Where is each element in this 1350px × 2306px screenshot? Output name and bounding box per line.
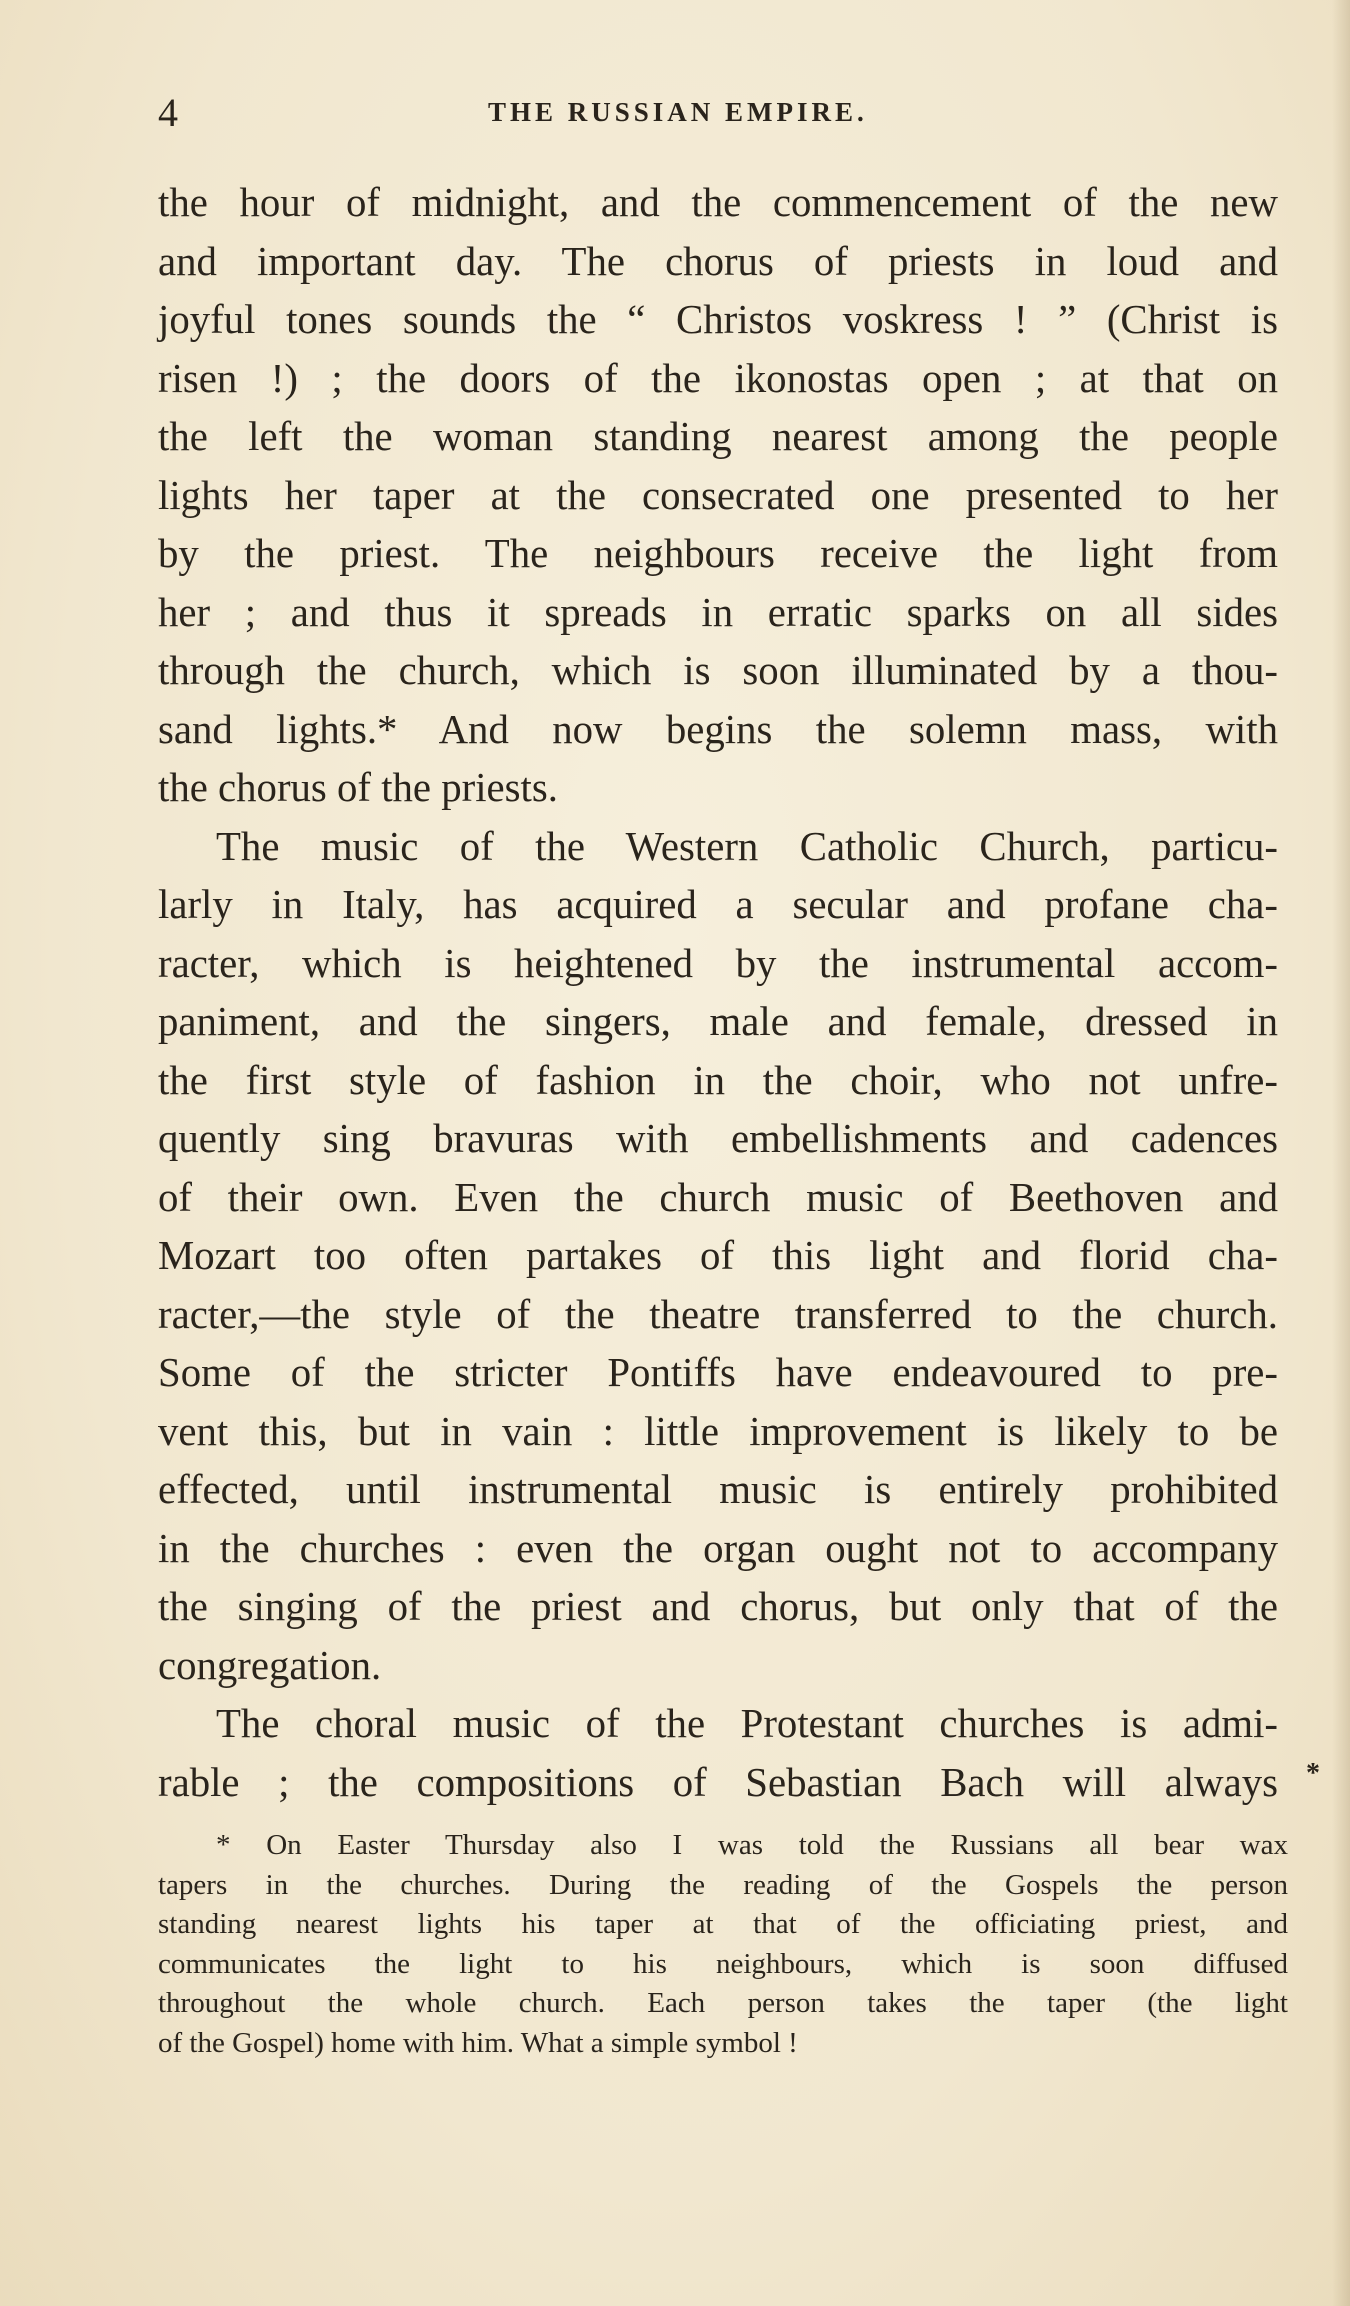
text-line: congregation. (158, 1642, 382, 1688)
paragraph-start-line: The music of the Western Catholic Church, particu- (216, 823, 1278, 869)
text-line: the chorus of the priests. (158, 765, 558, 810)
text-line: effected, until instrumental music is entirely prohibited (158, 1467, 1278, 1512)
text-line: vent this, but in vain : little improvement is likely to be (158, 1408, 1278, 1454)
text-line: Mozart too often partakes of this light and florid cha- (158, 1233, 1278, 1278)
footnote-line: tapers in the churches. During the reading of the Gospels the person (158, 1868, 1288, 1901)
text-line: racter,—the style of the theatre transferred to the church. (158, 1291, 1278, 1337)
paragraph-start-line: The choral music of the Protestant churches is admi- (216, 1701, 1278, 1746)
text-line: the first style of fashion in the choir, who not unfre- (158, 1057, 1278, 1103)
text-line: by the priest. The neighbours receive the light from (158, 531, 1278, 576)
text-line: and important day. The chorus of priests in loud and (158, 238, 1278, 284)
text-line: through the church, which is soon illuminated by a thou- (158, 648, 1278, 693)
text-line: lights her taper at the consecrated one presented to her (158, 472, 1278, 518)
text-line: quently sing bravuras with embellishments and cadences (158, 1116, 1278, 1161)
footnote (158, 1826, 1288, 2063)
text-line: risen !) ; the doors of the ikonostas open ; at that on (158, 355, 1278, 401)
text-line: her ; and thus it spreads in erratic sparks on all sides (158, 589, 1278, 635)
text-line: Some of the stricter Pontiffs have endeavoured to pre- (158, 1350, 1278, 1395)
text-line: rable ; the compositions of Sebastian Bach will always (158, 1759, 1278, 1805)
footnote-line: * On Easter Thursday also I was told the Russians all bear wax (216, 1829, 1288, 1861)
margin-asterisk: * (1306, 1758, 1320, 1789)
text-line: of their own. Even the church music of Beethoven and (158, 1174, 1278, 1220)
text-line: the singing of the priest and chorus, but only that of the (158, 1584, 1278, 1629)
footnote-line: throughout the whole church. Each person takes the taper (the light (158, 1987, 1288, 2019)
running-head: THE RUSSIAN EMPIRE. (488, 97, 868, 127)
text-line: paniment, and the singers, male and female, dressed in (158, 999, 1278, 1044)
text-line: larly in Italy, has acquired a secular and profane cha- (158, 882, 1278, 927)
text-line: the left the woman standing nearest among the people (158, 414, 1278, 459)
text-line: racter, which is heightened by the instrumental accom- (158, 940, 1278, 986)
text-line: in the churches : even the organ ought not to accompany (158, 1525, 1278, 1571)
page-number: 4 (158, 90, 178, 135)
footnote-line: of the Gospel) home with him. What a simple symbol ! (158, 2026, 798, 2059)
main-text (158, 174, 1278, 1812)
footnote-line: standing nearest lights his taper at that of the officiating priest, and (158, 1908, 1288, 1940)
text-line: joyful tones sounds the “ Christos voskress ! ” (Christ is (158, 297, 1278, 342)
footnote-line: communicates the light to his neighbours, which is soon diffused (158, 1947, 1288, 1980)
page-header (158, 88, 1278, 138)
text-line: sand lights.* And now begins the solemn mass, with (158, 706, 1278, 752)
page-edge-shadow (1332, 0, 1350, 2306)
text-line: the hour of midnight, and the commencement of the new (158, 180, 1278, 225)
